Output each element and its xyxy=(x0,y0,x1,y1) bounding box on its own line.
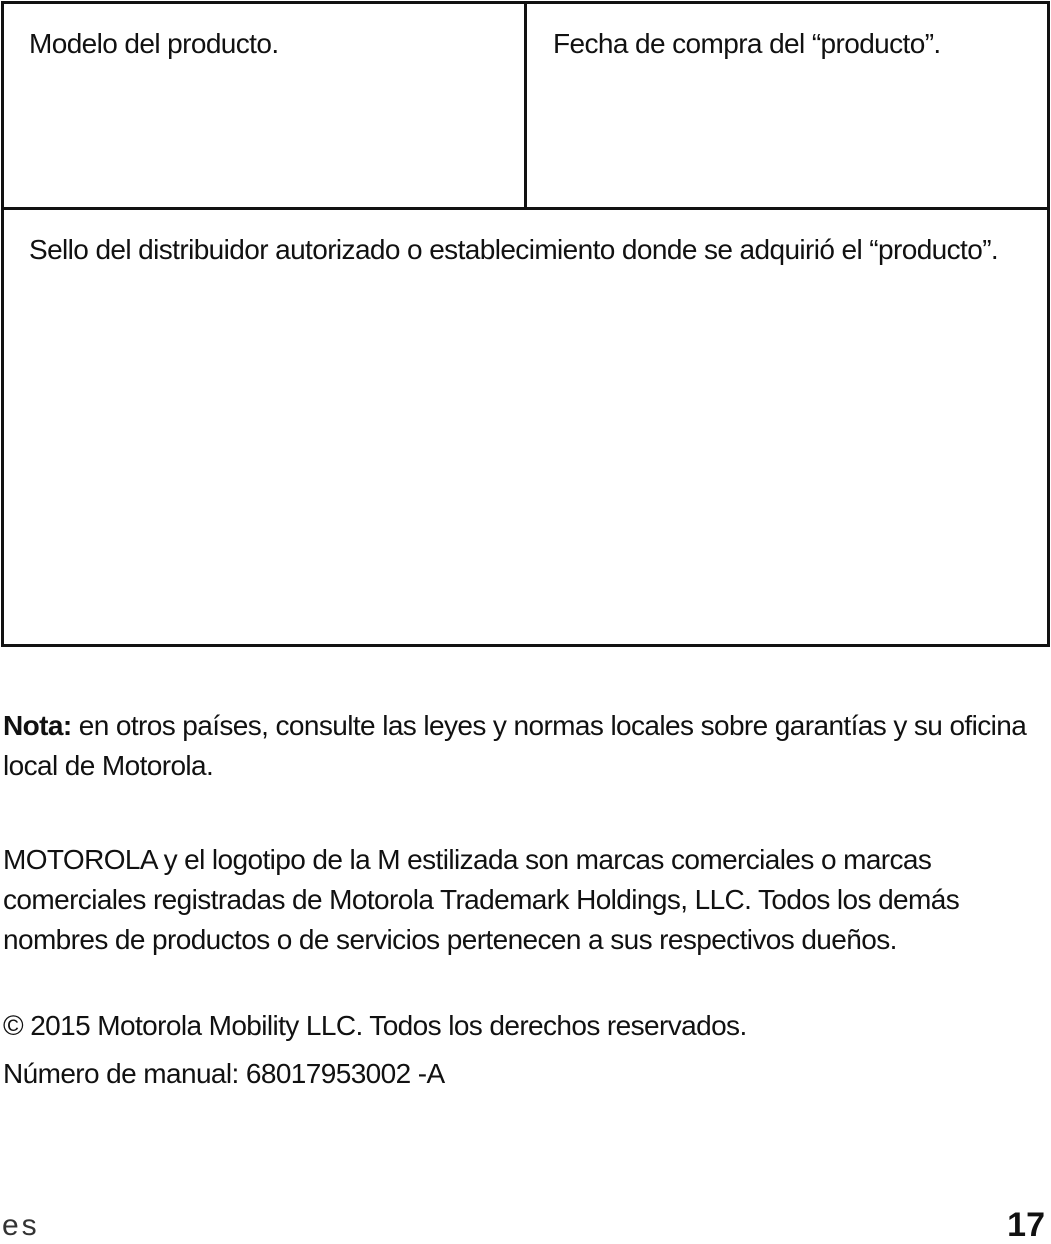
note-paragraph xyxy=(3,706,1047,786)
manual-number-line: Número de manual: 68017953002 -A xyxy=(3,1058,445,1089)
language-tag: es xyxy=(2,1209,40,1242)
product-model-cell xyxy=(4,4,527,210)
page-number: 17 xyxy=(1007,1206,1045,1244)
purchase-date-label: Fecha de compra del “producto”. xyxy=(553,28,941,59)
distributor-stamp-label: Sello del distribuidor autorizado o establecimiento donde se adquirió el “producto”. xyxy=(29,234,999,265)
purchase-date-cell xyxy=(527,4,1047,210)
copyright-line: © 2015 Motorola Mobility LLC. Todos los derechos reservados. xyxy=(3,1010,747,1041)
product-model-label: Modelo del producto. xyxy=(29,28,279,59)
warranty-form-table xyxy=(1,1,1050,647)
note-text: en otros países, consulte las leyes y normas locales sobre garantías y su oficina local de Motorola. xyxy=(3,710,1027,781)
note-label: Nota: xyxy=(3,710,72,741)
distributor-stamp-cell xyxy=(4,210,1047,644)
trademark-paragraph: MOTOROLA y el logotipo de la M estilizada son marcas comerciales o marcas comerciales registradas de Motorola Trademark Holdings, LLC. Todos los demás nombres de productos o de servicios pertenecen a sus respectivos dueños. xyxy=(3,844,960,955)
